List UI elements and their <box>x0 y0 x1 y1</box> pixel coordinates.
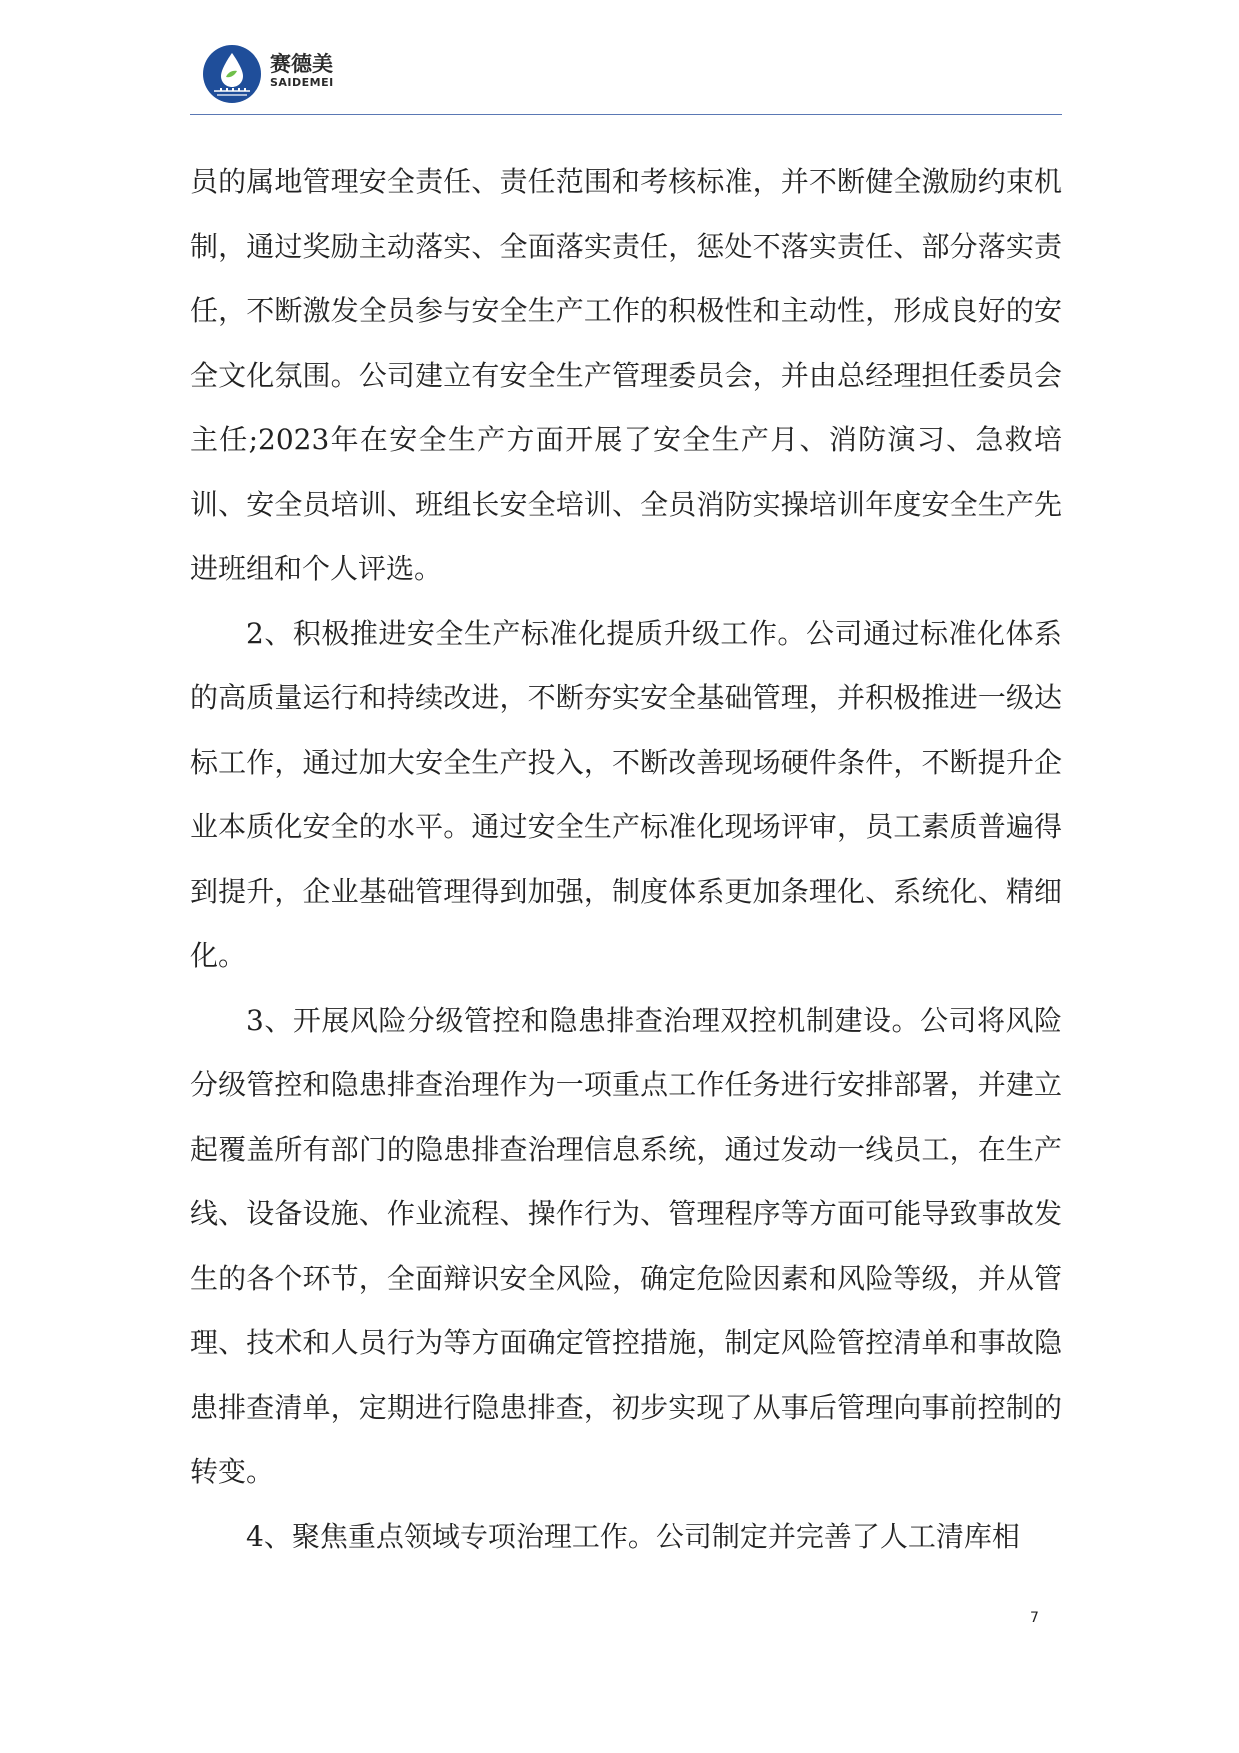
header-divider <box>190 114 1062 115</box>
logo-english-name: SAIDEMEI <box>270 76 334 89</box>
paragraph-item-2: 2、积极推进安全生产标准化提质升级工作。公司通过标准化体系的高质量运行和持续改进，不断夯实安全基础管理，并积极推进一级达标工作，通过加大安全生产投入，不断改善现场硬件条件，不断提升企业本质化安全的水平。通过安全生产标准化现场评审，员工素质普遍得到提升，企业基础管理得到加强，制度体系更加条理化、系统化、精细化。 <box>190 616 1062 972</box>
company-logo-text <box>270 52 334 90</box>
page-number: 7 <box>1030 1610 1039 1626</box>
paragraph-continuation: 员的属地管理安全责任、责任范围和考核标准，并不断健全激励约束机制，通过奖励主动落实、全面落实责任，惩处不落实责任、部分落实责任，不断激发全员参与安全生产工作的积极性和主动性，形成良好的安全文化氛围。公司建立有安全生产管理委员会，并由总经理担任委员会主任;2023年在安全生产方面开展了安全生产月、消防演习、急救培训、安全员培训、班组长安全培训、全员消防实操培训年度安全生产先进班组和个人评选。 <box>190 165 1062 585</box>
paragraph-item-3: 3、开展风险分级管控和隐患排查治理双控机制建设。公司将风险分级管控和隐患排查治理作为一项重点工作任务进行安排部署，并建立起覆盖所有部门的隐患排查治理信息系统，通过发动一线员工，在生产线、设备设施、作业流程、操作行为、管理程序等方面可能导致事故发生的各个环节，全面辩识安全风险，确定危险因素和风险等级，并从管理、技术和人员行为等方面确定管控措施，制定风险管控清单和事故隐患排查清单，定期进行隐患排查，初步实现了从事后管理向事前控制的转变。 <box>190 1003 1062 1488</box>
paragraph-item-4: 4、聚焦重点领域专项治理工作。公司制定并完善了人工清库相 <box>246 1519 1020 1553</box>
logo-chinese-name: 赛德美 <box>270 52 333 76</box>
document-body <box>190 150 1062 1569</box>
page-header <box>190 38 1062 116</box>
company-logo-icon <box>202 44 262 104</box>
